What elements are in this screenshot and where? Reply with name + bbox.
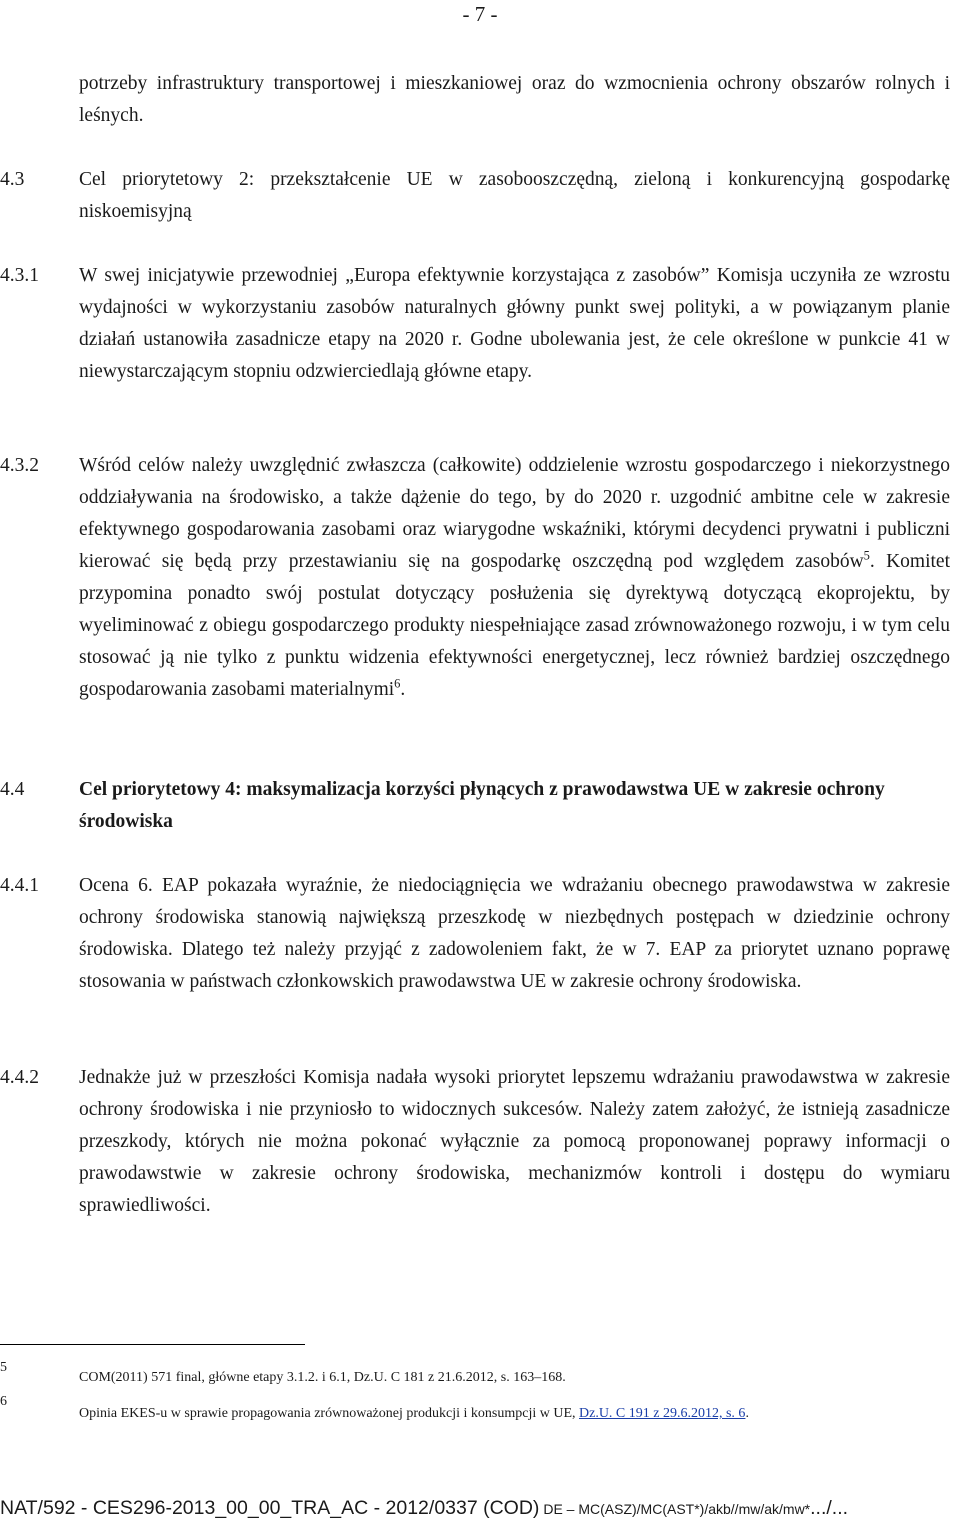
paragraph-text-part: . Komitet przypomina ponadto swój postulat dotyczący posłużenia się dyrektywą dotyczącą ekoprojektu, by wyeliminować z obiegu gospodarczego produkty niespełniające zasad zrównoważonego rozwoju, i w tym celu stosować ją nie tylko z punktu widzenia efektywności energetycznej, lecz również bardziej oszczędnego gospodarowania zasobami materialnymi [79,551,950,700]
section-title: Cel priorytetowy 4: maksymalizacja korzyści płynących z prawodawstwa UE w zakresie ochrony środowiska [79,779,885,832]
footnote-separator [0,1344,305,1345]
paragraph-text-part: . [400,679,406,700]
footer-reference: NAT/592 - CES296-2013_00_00_TRA_AC - 2012/0337 (COD) [0,1497,540,1519]
continuation-paragraph [0,68,960,132]
paragraph-number: 4.3.2 [0,455,39,476]
footnote-text: COM(2011) 571 final, główne etapy 3.1.2. i 6.1, Dz.U. C 181 z 21.6.2012, s. 163–168. [79,1370,566,1385]
paragraph-number: 4.4.2 [0,1067,39,1088]
footnote-text [79,1405,950,1423]
footnote-mark: 5 [0,1360,7,1375]
section-title: Cel priorytetowy 2: przekształcenie UE w zasobooszczędną, zieloną i konkurencyjną gospodarkę niskoemisyjną [79,169,950,222]
page-number: - 7 - [462,2,498,26]
paragraph-4-4-1 [0,870,960,998]
paragraph-text [79,450,950,706]
paragraph-text-part: Wśród celów należy uwzględnić zwłaszcza (całkowite) oddzielenie wzrostu gospodarczego i niekorzystnego oddziaływania na środowisko, a także dążenie do tego, by do 2020 r. uzgodnić ambitne cele w zakresie efektywnego gospodarowania zasobami oraz wiarygodne wskaźniki, którymi decydenci prywatni i publiczni kierować się będą przy przestawianiu się na gospodarkę oszczędną pod względem zasobów [79,455,950,572]
section-number: 4.4 [0,779,25,800]
footnote-text-part: . [745,1406,749,1421]
paragraph-4-3-1 [0,260,960,388]
footnote-mark: 6 [0,1394,7,1409]
paragraph-text: potrzeby infrastruktury transportowej i mieszkaniowej oraz do wzmocnienia ochrony obszarów rolnych i leśnych. [79,73,950,126]
footnote-link[interactable]: Dz.U. C 191 z 29.6.2012, s. 6 [579,1406,746,1421]
paragraph-text: W swej inicjatywie przewodniej „Europa efektywnie korzystająca z zasobów” Komisja uczyniła ze wzrostu wydajności w wykorzystaniu zasobów naturalnych główny punkt swej polityki, a w powiązanym planie działań ustanowiła zasadnicze etapy na 2020 r. Godne ubolewania jest, że cele określone w punkcie 41 w niewystarczającym stopniu odzwierciedlają główne etapy. [79,265,950,382]
paragraph-number: 4.4.1 [0,875,39,896]
section-4-4-heading [0,774,960,838]
paragraph-number: 4.3.1 [0,265,39,286]
paragraph-text: Jednakże już w przeszłości Komisja nadała wysoki priorytet lepszemu wdrażaniu prawodawstwa w zakresie ochrony środowiska i nie przyniosło to widocznych sukcesów. Należy zatem założyć, że istnieją zasadnicze przeszkody, których nie można pokonać wyłącznie za pomocą proponowanej poprawy informacji o prawodawstwie w zakresie ochrony środowiska, mechanizmów kontroli i dostępu do wymiaru sprawiedliwości. [79,1067,950,1216]
footnote-ref-6[interactable]: 6 [394,676,401,691]
section-4-3-heading [0,164,960,228]
footer-continuation: .../... [810,1497,849,1519]
paragraph-4-4-2 [0,1062,960,1222]
footnote-text-part: Opinia EKES-u w sprawie propagowania zrównoważonej produkcji i konsumpcji w UE, [79,1406,579,1421]
section-number: 4.3 [0,169,25,190]
paragraph-4-3-2 [0,450,960,706]
paragraph-text: Ocena 6. EAP pokazała wyraźnie, że niedociągnięcia we wdrażaniu obecnego prawodawstwa w zakresie ochrony środowiska stanowią największą przeszkodę w niezbędnych postępach w dziedzinie ochrony środowiska. Dlatego też należy przyjąć z zadowoleniem fakt, że w 7. EAP za priorytet uznano poprawę stosowania w państwach członkowskich prawodawstwa UE w zakresie ochrony środowiska. [79,875,950,992]
footer-author-codes: DE – MC(ASZ)/MC(AST*)/akb//mw/ak/mw* [539,1501,811,1517]
footnote-ref-5[interactable]: 5 [863,548,870,563]
document-footer [0,1496,960,1521]
